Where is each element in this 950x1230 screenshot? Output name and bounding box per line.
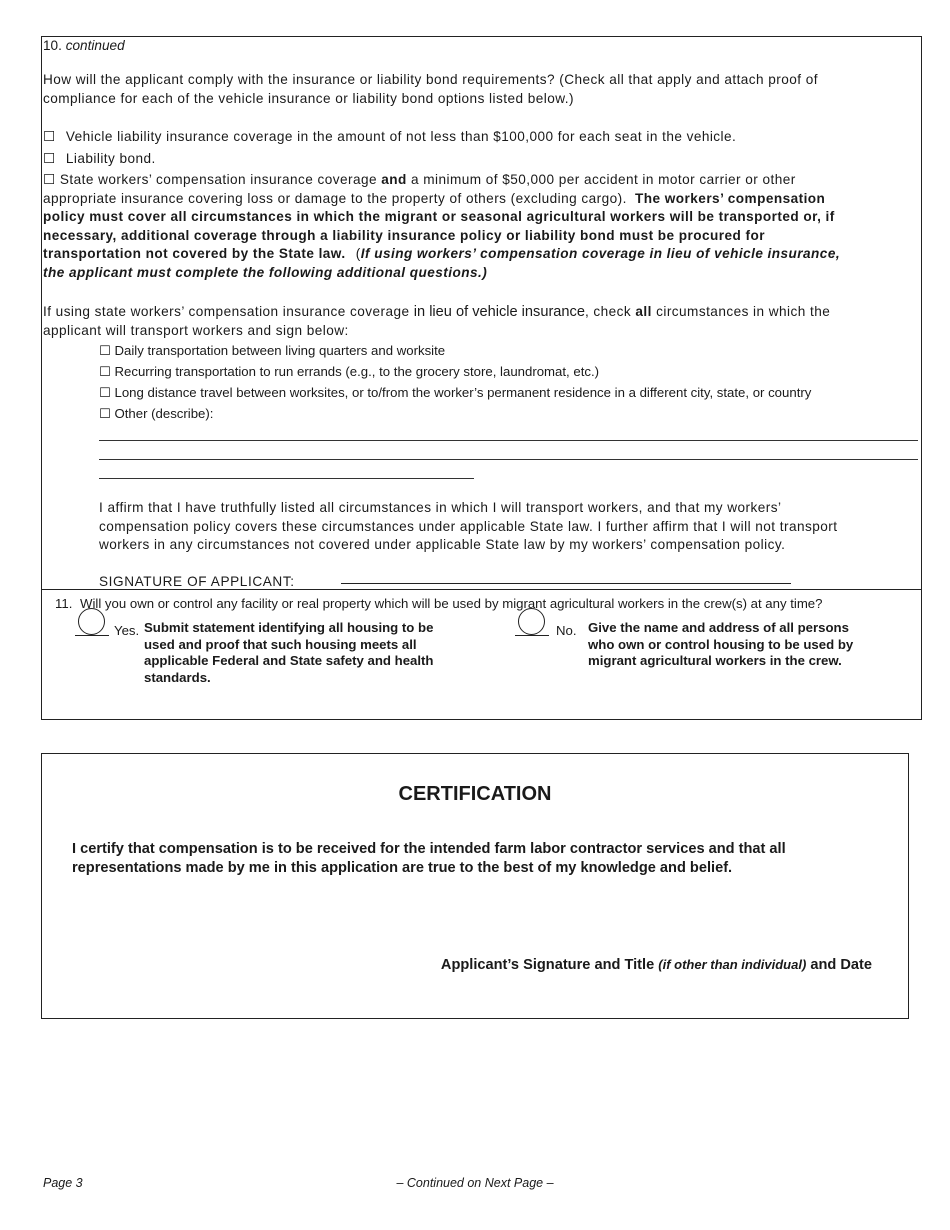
q11-number: 11. [55,596,73,611]
wc-bold-2: policy must cover all circumstances in which the migrant or seasonal agricultural workers will be transported or, if [43,209,835,224]
checkbox-other[interactable]: ☐ [99,406,111,421]
circumstance-other[interactable] [99,405,213,423]
wc-text-and: and [381,172,407,187]
describe-line-3[interactable] [99,478,474,479]
certification-title: CERTIFICATION [398,783,552,805]
q10-question-line1: How will the applicant comply with the insurance or liability bond requirements? (Check all that apply and attach proof of [43,72,818,87]
wc-text-c: appropriate insurance covering loss or damage to the property of others (excluding cargo). [43,190,627,206]
checkbox-errands[interactable]: ☐ [99,364,111,379]
option-vehicle-insurance-label: Vehicle liability insurance coverage in the amount of not less than $100,000 for each seat in the vehicle. [65,129,737,144]
checkbox-workers-comp[interactable]: ☐ [43,172,56,187]
circumstance-errands-label: Recurring transportation to run errands (e.g., to the grocery store, laundromat, etc.) [114,364,600,379]
signature-line[interactable] [341,583,791,584]
lieu-text-d: circumstances in which the [656,304,831,319]
wc-text-b: a minimum of $50,000 per accident in motor carrier or other [411,172,796,187]
describe-line-2[interactable] [99,459,918,460]
yes-instructions [144,620,474,686]
lieu-text-c: , check [584,304,632,319]
circumstance-daily-label: Daily transportation between living quarters and worksite [114,343,446,358]
no-instructions [588,620,908,670]
option-workers-comp-line5 [43,245,913,264]
yes-text-4: standards. [144,669,211,685]
affirmation [99,499,919,555]
q10-header [43,37,125,56]
yes-text-3: applicable Federal and State safety and health [144,653,434,668]
option-liability-bond-label: Liability bond. [65,151,156,166]
lieu-text-a: If using state workers’ compensation insurance coverage [43,304,410,319]
describe-line-1[interactable] [99,440,918,441]
circumstance-daily[interactable] [99,342,445,360]
continued-notice: – Continued on Next Page – [396,1176,554,1190]
checkbox-long-distance[interactable]: ☐ [99,385,111,400]
checkbox-liability-bond[interactable]: ☐ [43,151,56,166]
certification-signature-caption [441,957,872,973]
affirmation-line3: workers in any circumstances not covered under applicable State law by my workers’ compensation policy. [99,537,786,552]
no-radio[interactable] [518,608,545,635]
wc-bold-1: The workers’ compensation [635,190,826,206]
yes-radio[interactable] [78,608,105,635]
wc-bold-italic-2: the applicant must complete the following additional questions.) [43,264,488,280]
wc-paren: ( [355,246,361,261]
q10-question-line2: compliance for each of the vehicle insurance or liability bond options listed below.) [43,90,574,106]
yes-underline [75,635,109,636]
yes-text-1: Submit statement identifying all housing to be [144,620,434,635]
certification-text-2: representations made by me in this application are true to the best of my knowledge and belief. [72,860,733,876]
q10-continued: continued [65,38,125,53]
circumstance-long-distance[interactable] [99,384,811,402]
affirmation-line2: compensation policy covers these circumstances under applicable State law. I further affirm that I will not transport [99,518,838,534]
affirmation-line1: I affirm that I have truthfully listed all circumstances in which I will transport workers, and that my workers’ [99,500,782,515]
no-underline [515,635,549,636]
checkbox-daily[interactable]: ☐ [99,343,111,358]
wc-bold-4: transportation not covered by the State law. [43,246,346,261]
no-text-1: Give the name and address of all persons [588,620,849,635]
page-number: Page 3 [43,1176,83,1190]
option-vehicle-insurance[interactable] [43,128,736,147]
no-label: No. [556,623,577,638]
option-workers-comp [43,171,913,282]
q10-q11-divider [41,589,922,590]
yes-text-2: used and proof that such housing meets all [144,636,417,652]
certification-statement [72,840,892,878]
q10-number: 10. [43,38,62,53]
sig-caption-c: and Date [810,957,872,973]
lieu-line2: applicant will transport workers and sign below: [43,322,349,338]
circumstance-other-label: Other (describe): [114,406,214,421]
lieu-instructions [43,303,913,340]
wc-text-a: State workers’ compensation insurance coverage [59,172,378,187]
certification-text-1: I certify that compensation is to be received for the intended farm labor contractor services and that all [72,841,786,857]
no-text-3: migrant agricultural workers in the crew. [588,653,842,668]
signature-label: SIGNATURE OF APPLICANT: [99,574,295,589]
q11-question-text: Will you own or control any facility or real property which will be used by migrant agricultural workers in the crew(s) at any time? [80,596,823,611]
sig-caption-a: Applicant’s Signature and Title [440,957,655,973]
wc-bold-3: necessary, additional coverage through a liability insurance policy or liability bond must be procured for [43,227,765,243]
q11-question [55,595,915,613]
yes-label: Yes. [114,623,140,638]
no-text-2: who own or control housing to be used by [588,636,854,652]
checkbox-vehicle-insurance[interactable]: ☐ [43,129,56,144]
lieu-text-all: all [635,304,652,319]
option-workers-comp-line2 [43,190,913,209]
option-liability-bond[interactable] [43,150,156,169]
sig-caption-b: (if other than individual) [658,957,807,972]
option-workers-comp-line1 [43,171,913,190]
lieu-text-b: in lieu of vehicle insurance [413,304,585,320]
circumstance-errands[interactable] [99,363,599,381]
wc-bold-italic-1: If using workers’ compensation coverage in lieu of vehicle insurance, [360,246,841,261]
q10-question [43,71,818,108]
circumstance-long-distance-label: Long distance travel between worksites, or to/from the worker’s permanent residence in a different city, state, or country [114,385,812,400]
